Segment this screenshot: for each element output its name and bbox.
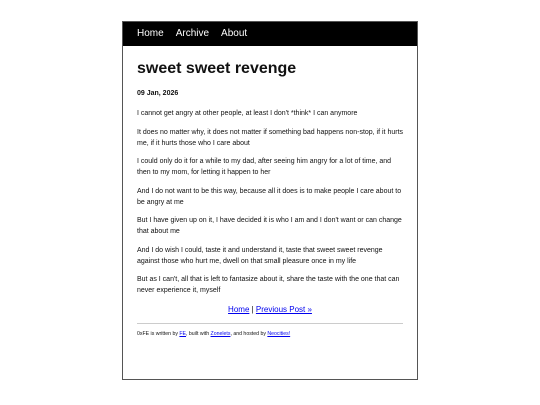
post-paragraph: I could only do it for a while to my dad, after seeing him angry for a lot of time, and then to my mom, for letting it happen to her — [137, 158, 392, 176]
post-paragraph: But I have given up on it, I have decided it is who I am and I don't want or can change that about me — [137, 217, 402, 235]
post-paragraph: But as I can't, all that is left to fantasize about it, share the taste with the one that can never experience it, myself — [137, 276, 400, 294]
post-title: sweet sweet revenge — [137, 60, 297, 77]
footer-divider — [137, 323, 403, 324]
post-paragraph: And I do wish I could, taste it and understand it, taste that sweet sweet revenge against those who hurt me, dwell on that small pleasure once in my life — [137, 246, 383, 265]
previous-post-link[interactable]: Previous Post » — [255, 305, 312, 314]
post-nav-home-link[interactable]: Home — [228, 305, 250, 314]
footer-host-link[interactable]: Neocities! — [267, 331, 291, 337]
footer-text-mid1: , built with — [186, 331, 211, 337]
post-content — [123, 59, 417, 338]
post-paragraph: I cannot get angry at other people, at least I don't *think* I can anymore — [137, 110, 358, 117]
nav-archive-link[interactable]: Archive — [175, 28, 210, 39]
post-date: 09 Jan, 2026 — [137, 90, 179, 97]
footer-builder-link[interactable]: Zonelets — [210, 331, 231, 337]
page-container — [122, 21, 418, 380]
post-paragraph: It does no matter why, it does not matter if something bad happens non-stop, if it hurts me, if it hurts those who I care about — [137, 128, 404, 147]
footer-text-prefix: 0xFE is written by — [137, 331, 180, 337]
footer-author-link[interactable]: FE — [179, 331, 187, 337]
nav-home-link[interactable]: Home — [137, 28, 164, 39]
post-navigation — [137, 305, 403, 315]
post-nav-separator: | — [249, 305, 256, 314]
nav-about-link[interactable]: About — [221, 28, 248, 39]
post-body — [137, 108, 403, 296]
post-paragraph: And I do not want to be this way, because all it does is to make people I care about to be angry at me — [137, 187, 402, 206]
footer-text-mid2: , and hosted by — [230, 331, 268, 337]
footer — [137, 330, 403, 338]
top-nav — [123, 22, 417, 46]
